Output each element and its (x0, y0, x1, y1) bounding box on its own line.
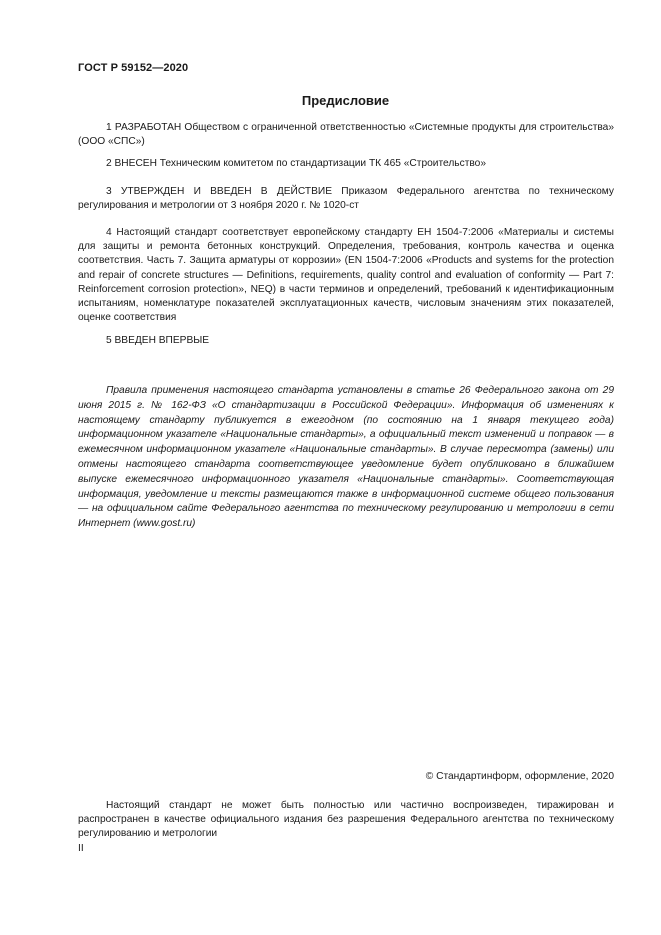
paragraph-approved: 3 УТВЕРЖДЕН И ВВЕДЕН В ДЕЙСТВИЕ Приказом Федерального агентства по техническому регулирования и метрологии от 3 ноября 2020 г. № 1020-ст (78, 186, 614, 212)
paragraph-correspondence: 4 Настоящий стандарт соответствует европейскому стандарту ЕН 1504-7:2006 «Материалы и системы для защиты и ремонта бетонных конструкций. Определения, требования, контроль качества и оценка соответствия. Часть 7. Защита арматуры от коррозии» (EN 1504-7:2006 «Products and systems for the protection and repair of concrete structures — Definitions, requirements, quality control and evaluation of conformity — Part 7: Reinforcement corrosion protection», NEQ) в части терминов и определений, требований к идентификационным испытаниям, номенклатуре показателей эксплуатационных качеств, числовым значениям этих показателей, оценке соответствия (78, 227, 614, 324)
standard-code: ГОСТ Р 59152—2020 (78, 62, 189, 74)
paragraph-developed-by: 1 РАЗРАБОТАН Обществом с ограниченной ответственностью «Системные продукты для строительства» (ООО «СПС») (78, 122, 614, 148)
page-number: II (78, 843, 84, 854)
application-rules-note: Правила применения настоящего стандарта установлены в статье 26 Федерального закона от 29 июня 2015 г. № 162-ФЗ «О стандартизации в Российской Федерации». Информация об изменениях к настоящему стандарту публикуется в ежегодном (по состоянию на 1 января текущего года) информационном указателе «Национальные стандарты», а официальный текст изменений и поправок — в ежемесячном информационном указателе «Национальные стандарты». В случае пересмотра (замены) или отмены настоящего стандарта соответствующее уведомление будет опубликовано в ближайшем выпуске ежемесячного информационного указателя «Национальные стандарты». Соответствующая информация, уведомление и тексты размещаются также в информационной системе общего пользования — на официальном сайте Федерального агентства по техническому регулированию и метрологии в сети Интернет (www.gost.ru) (78, 385, 614, 530)
paragraph-first-introduced: 5 ВВЕДЕН ВПЕРВЫЕ (106, 335, 210, 346)
paragraph-introduced-by: 2 ВНЕСЕН Техническим комитетом по стандартизации ТК 465 «Строительство» (106, 158, 486, 169)
copyright-line: © Стандартинформ, оформление, 2020 (425, 771, 614, 782)
page-title: Предисловие (301, 93, 390, 108)
reproduction-notice: Настоящий стандарт не может быть полностью или частично воспроизведен, тиражирован и распространен в качестве официального издания без разрешения Федерального агентства по техническому регулированию и метрологии (78, 800, 614, 840)
